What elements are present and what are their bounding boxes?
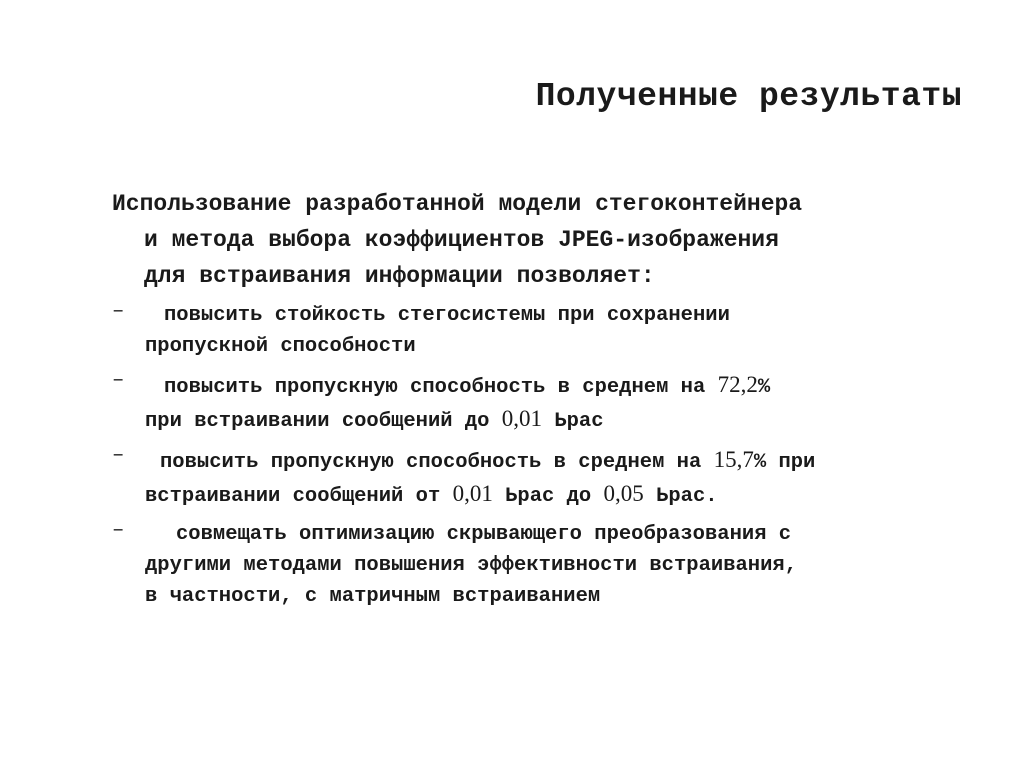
item-line xyxy=(112,403,992,437)
bullet-dash: – xyxy=(112,444,125,467)
item-line: совмещать оптимизацию скрывающего преобразования с xyxy=(176,523,792,546)
item-text: повысить пропускную способность в среднем на xyxy=(160,451,714,474)
item-line xyxy=(112,369,992,403)
page-title: Полученные результаты xyxy=(535,78,962,115)
item-text: при встраивании сообщений до xyxy=(145,410,502,433)
list-item xyxy=(112,519,992,612)
item-line: пропускной способности xyxy=(145,335,416,358)
bullet-dash: – xyxy=(112,300,125,323)
bullet-dash: – xyxy=(112,519,125,542)
item-text: встраивании сообщений от xyxy=(145,485,453,508)
percent-value: 15,7 xyxy=(713,447,754,472)
item-line: повысить стойкость стегосистемы при сохранении xyxy=(164,304,730,327)
intro-line: и метода выбора коэффициентов JPEG-изображения xyxy=(144,227,779,253)
item-line: другими методами повышения эффективности встраивания, xyxy=(145,554,798,577)
item-text: Ьрас до xyxy=(492,485,604,508)
item-line xyxy=(112,478,992,512)
item-text: Ьрас. xyxy=(643,485,718,508)
intro-paragraph xyxy=(112,186,992,294)
item-line xyxy=(112,444,992,478)
percent-value: 72,2 xyxy=(717,372,758,397)
item-text: % при xyxy=(753,451,816,474)
intro-line: для встраивания информации позволяет: xyxy=(144,263,655,289)
item-text: % xyxy=(757,376,771,399)
results-list xyxy=(112,300,992,619)
item-text: повысить пропускную способность в среднем на xyxy=(164,376,718,399)
bpac-value: 0,01 xyxy=(501,406,543,431)
list-item xyxy=(112,444,992,512)
list-item xyxy=(112,300,992,362)
bullet-dash: – xyxy=(112,369,125,392)
intro-line: Использование разработанной модели стегоконтейнера xyxy=(112,191,803,217)
item-text: Ьрас xyxy=(542,410,604,433)
item-line: в частности, с матричным встраиванием xyxy=(145,585,601,608)
bpac-value: 0,05 xyxy=(603,481,644,506)
list-item xyxy=(112,369,992,437)
bpac-value: 0,01 xyxy=(452,481,493,506)
